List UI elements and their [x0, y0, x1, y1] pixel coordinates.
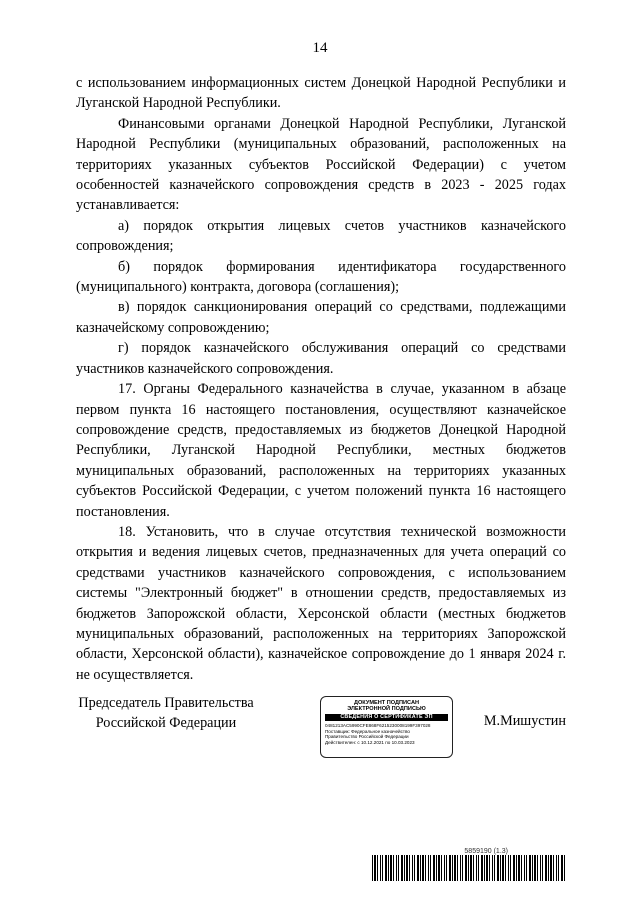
paragraph: с использованием информационных систем Донецкой Народной Республики и Луганской Народной Республики. [76, 75, 566, 112]
paragraph: г) порядок казначейского обслуживания операций со средствами участников казначейского сопровождения. [76, 340, 566, 377]
signer-name: М.Мишустин [483, 713, 566, 729]
paragraph: 18. Установить, что в случае отсутствия технической возможности открытия и ведения лицевых счетов, предназначенных для учета операций со средствами участников казначейского сопровождения, с использованием системы "Электронный бюджет" в отношении средств, предоставляемых из бюджетов Запорожской области, Херсонской области (местных бюджетов муниципальных образований, расположенных на территориях Запорожской области, Херсонской области), казначейское сопровождение до 1 января 2024 г. не осуществляется. [76, 523, 566, 683]
signer-position-line: Председатель Правительства [78, 695, 254, 711]
paragraph: а) порядок открытия лицевых счетов участников казначейского сопровождения; [76, 217, 566, 255]
stamp-supplier: Поставщик: Федеральное казначейство [325, 728, 410, 734]
stamp-title: ЭЛЕКТРОННОЙ ПОДПИСЬЮ [347, 706, 426, 713]
signer-position-line: Российской Федерации [95, 715, 237, 731]
paragraph: Финансовыми органами Донецкой Народной Республики, Луганской Народной Республики (муниципальных образований, расположенных на территориях указанных субъектов Российской Федерации) с учетом особенностей казначейского сопровождения средств в 2023 - 2025 годах устанавливается: [76, 115, 566, 214]
signature-block [76, 693, 566, 763]
stamp-supplier: Правительство Российской Федерации [325, 734, 409, 740]
stamp-header: СВЕДЕНИЯ О СЕРТИФИКАТЕ ЭП [325, 714, 448, 721]
stamp-title: ДОКУМЕНТ ПОДПИСАН [353, 700, 420, 706]
signer-position [76, 693, 256, 733]
paragraph: в) порядок санкционирования операций со средствами, подлежащими казначейскому сопровождению; [76, 299, 566, 336]
electronic-signature-stamp [320, 696, 453, 758]
paragraph: 17. Органы Федерального казначейства в случае, указанном в абзаце первом пункта 16 настоящего постановления, осуществляют казначейское сопровождение средств, предоставляемых из бюджетов Донецкой Народной Республики, Луганской Народной Республики, местных бюджетов муниципальных образований, расположенных на территориях указанных субъектов Российской Федерации, с учетом положений пункта 16 настоящего постановления. [76, 381, 566, 520]
stamp-certificate: 0481213AC5990CFE868F6215230008199F397028 [325, 722, 431, 728]
body-text [76, 73, 566, 685]
barcode [372, 855, 566, 881]
document-code: 5859190 (1.3) [464, 848, 508, 855]
stamp-validity: Действителен: с 10.12.2021 по 10.03.2023 [325, 740, 415, 746]
page-number: 14 [312, 40, 328, 56]
paragraph: б) порядок формирования идентификатора государственного (муниципального) контракта, договора (соглашения); [76, 258, 566, 296]
